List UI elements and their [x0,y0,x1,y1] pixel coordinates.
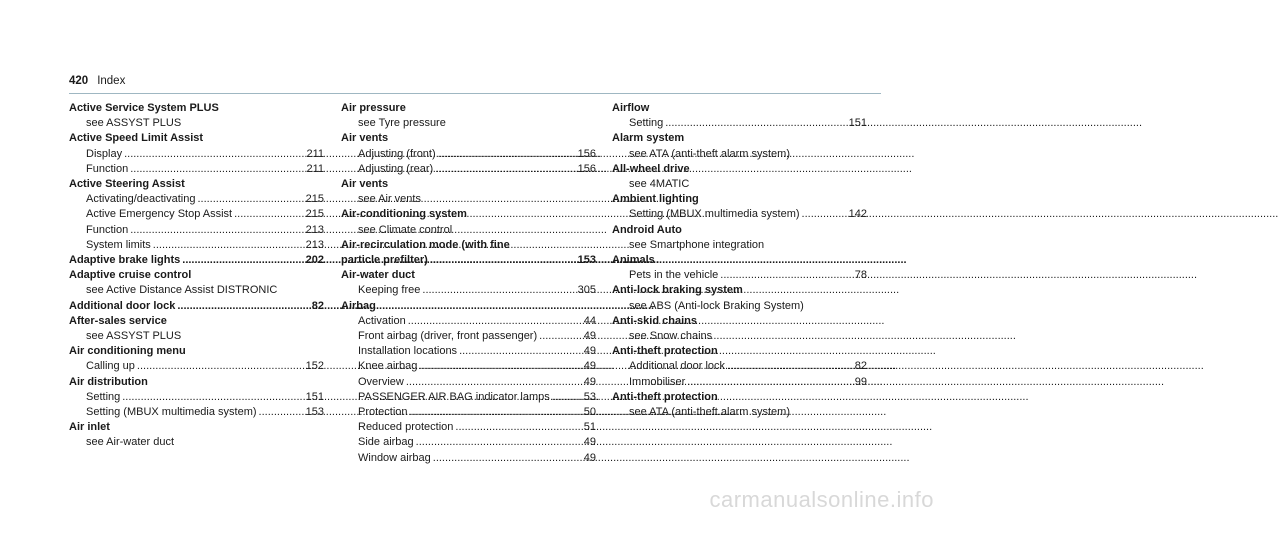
leader-dots [438,147,574,162]
page-ref: 51 [583,421,596,434]
index-entry [612,223,867,253]
page-ref: 211 [306,162,324,175]
page-ref: 151 [848,117,867,130]
index-entry [341,131,596,177]
leader-dots [552,390,574,405]
sub-entry[interactable] [612,359,867,374]
leader-dots [197,192,302,207]
page-ref: 49 [583,436,596,449]
page-ref: 153 [577,254,596,267]
cross-reference[interactable]: see ASSYST PLUS [86,117,182,130]
entry-label: Side airbag [358,436,414,449]
sub-entry[interactable] [612,268,867,283]
page-ref: 156 [577,147,596,160]
sub-entry[interactable] [341,162,596,177]
sub-entry[interactable] [612,207,867,222]
entry-label: Front airbag (driver, front passenger) [358,330,538,343]
page-ref: 153 [305,406,324,419]
page-ref: 78 [854,269,867,282]
leader-dots [430,253,574,268]
index-entry [612,344,867,390]
entry-heading: Air-water duct [341,269,415,282]
index-entry [612,314,867,344]
index-entry [612,283,867,313]
entry-label: Additional door lock [629,360,726,373]
entry-label: Additional door lock [69,299,176,312]
entry-heading: Air distribution [69,375,148,388]
leader-dots [720,268,845,283]
leader-dots [419,359,574,374]
entry-heading[interactable] [341,253,596,268]
leader-dots [408,314,574,329]
entry-heading: Air conditioning menu [69,345,186,358]
index-entry [69,314,324,344]
leader-dots [153,238,302,253]
entry-heading: All-wheel drive [612,162,690,175]
sub-entry[interactable] [69,207,324,222]
leader-dots [422,283,574,298]
sub-entry[interactable] [341,359,596,374]
cross-reference[interactable]: see Air-water duct [86,436,175,449]
index-entry [69,375,324,421]
page-ref: 82 [854,360,867,373]
page-ref: 215 [305,193,324,206]
entry-label: Setting (MBUX multimedia system) [86,406,257,419]
sub-entry[interactable] [69,238,324,253]
cross-reference[interactable]: see Tyre pressure [358,117,446,130]
leader-dots [416,435,574,450]
entry-label: Setting [86,390,121,403]
sub-entry[interactable] [612,375,867,390]
sub-entry[interactable] [69,405,324,420]
page-ref: 49 [583,330,596,343]
index-entry [612,390,867,420]
entry-heading: Air-recirculation mode (with fine [341,238,510,251]
entry-label: Knee airbag [358,360,418,373]
cross-reference[interactable]: see Smartphone integration [629,238,765,251]
entry-heading: Air pressure [341,102,406,114]
index-entry [341,177,596,207]
entry-heading: Active Service System PLUS [69,102,219,114]
entry-heading: Adaptive cruise control [69,269,192,282]
entry-label: Window airbag [358,451,431,464]
entry-heading: Air inlet [69,421,110,434]
cross-reference[interactable]: see ATA (anti-theft alarm system) [629,147,790,160]
index-column-1 [69,101,324,451]
index-entry [69,299,324,314]
entry-label: Adaptive brake lights [69,254,181,267]
leader-dots [122,390,302,405]
entry-label: Display [86,147,123,160]
leader-dots [802,207,845,222]
leader-dots [727,359,845,374]
page-ref: 305 [577,284,596,297]
entry-heading: Anti-lock braking system [612,284,743,297]
page-ref: 49 [583,360,596,373]
cross-reference[interactable]: see Air vents [358,193,421,206]
entry-heading: Ambient lighting [612,193,699,206]
entry-label: Protection [358,406,408,419]
entry-label: Keeping free [358,284,421,297]
index-entry [69,420,324,450]
entry-label: Function [86,162,129,175]
index-entry [69,177,324,253]
cross-reference[interactable]: see Snow chains [629,330,713,343]
page-ref: 44 [583,314,596,327]
sub-entry[interactable] [341,329,596,344]
sub-entry[interactable] [341,147,596,162]
entry-heading: Air vents [341,132,389,145]
entry-heading: Airflow [612,102,650,114]
sub-entry[interactable] [69,359,324,374]
sub-entry[interactable] [69,147,324,162]
leader-dots [124,147,302,162]
sub-entry[interactable] [69,192,324,207]
index-entry [341,299,596,466]
leader-dots [410,405,574,420]
index-entry [341,268,596,298]
sub-entry[interactable] [341,344,596,359]
index-entry [69,131,324,177]
entry-heading: Android Auto [612,223,682,236]
page-ref: 202 [305,254,324,267]
entry-heading: Air-conditioning system [341,208,467,221]
leader-dots [130,162,302,177]
leader-dots [459,344,574,359]
sub-entry[interactable] [69,390,324,405]
leader-dots [406,375,574,390]
index-entry [612,101,867,131]
cross-reference[interactable]: see Climate control [358,223,453,236]
cross-reference[interactable]: see ABS (Anti-lock Braking System) [629,299,804,312]
leader-dots [234,207,302,222]
index-entry [69,253,324,268]
cross-reference[interactable]: see 4MATIC [629,178,690,191]
sub-entry[interactable] [341,420,596,435]
entry-label: Calling up [86,360,135,373]
sub-entry[interactable] [341,405,596,420]
entry-heading[interactable] [69,299,324,314]
entry-label: Overview [358,375,404,388]
page-ref: 142 [848,208,867,221]
entry-label: particle prefilter) [341,254,428,267]
index-column-2 [341,101,596,466]
page-ref: 213 [305,223,324,236]
index-entry [612,131,867,161]
cross-reference[interactable]: see Active Distance Assist DISTRONIC [86,284,278,297]
page-ref: 49 [583,345,596,358]
page-title: Index [97,75,126,87]
entry-heading: Anti-theft protection [612,390,718,403]
leader-dots [687,375,845,390]
index-column-3 [612,101,867,420]
page-header [69,74,881,94]
leader-dots [130,223,302,238]
entry-label: PASSENGER AIR BAG indicator lamps [358,390,550,403]
leader-dots [259,405,302,420]
entry-label: Activating/deactivating [86,193,196,206]
page-ref: 50 [583,406,596,419]
leader-dots [435,162,574,177]
entry-heading: Alarm system [612,132,685,145]
entry-heading: Air vents [341,178,389,191]
page-ref: 99 [854,375,867,388]
entry-label: Reduced protection [358,421,454,434]
entry-heading: After-sales service [69,314,167,327]
page-ref: 213 [305,238,324,251]
sub-entry[interactable] [341,283,596,298]
page-ref: 53 [583,390,596,403]
index-entry [612,162,867,192]
index-entry [612,253,867,283]
index-entry [341,101,596,131]
entry-label: Setting (MBUX multimedia system) [629,208,800,221]
sub-entry[interactable] [341,375,596,390]
index-entry [612,192,867,222]
entry-heading: Anti-skid chains [612,314,697,327]
page-ref: 82 [311,299,324,312]
cross-reference[interactable]: see ATA (anti-theft alarm system) [629,406,790,419]
entry-heading: Anti-theft protection [612,345,718,358]
page-ref: 152 [305,360,324,373]
leader-dots [137,359,302,374]
index-entry [69,268,324,298]
entry-heading: Active Steering Assist [69,178,185,191]
watermark: carmanualsonline.info [709,487,934,512]
entry-label: Activation [358,314,406,327]
leader-dots [539,329,574,344]
sub-entry[interactable] [612,116,867,131]
page-ref: 156 [577,162,596,175]
leader-dots [455,420,574,435]
cross-reference[interactable]: see ASSYST PLUS [86,330,182,343]
sub-entry[interactable] [341,451,596,466]
index-entry [341,207,596,237]
page-ref: 49 [583,451,596,464]
sub-entry[interactable] [341,435,596,450]
index-entry [341,238,596,268]
sub-entry[interactable] [69,162,324,177]
index-entry [69,101,324,131]
entry-label: Immobiliser [629,375,686,388]
sub-entry[interactable] [341,314,596,329]
page-ref: 215 [305,208,324,221]
page-ref: 151 [305,390,324,403]
entry-heading: Airbag [341,299,376,312]
entry-heading: Active Speed Limit Assist [69,132,204,145]
leader-dots [433,451,574,466]
entry-heading: Animals [612,254,655,267]
leader-dots [177,299,302,314]
entry-label: Function [86,223,129,236]
page-ref: 211 [306,147,324,160]
entry-label: Adjusting (rear) [358,162,434,175]
entry-label: Installation locations [358,345,458,358]
sub-entry[interactable] [341,390,596,405]
entry-label: System limits [86,238,151,251]
entry-label: Setting [629,117,664,130]
sub-entry[interactable] [69,223,324,238]
entry-label: Adjusting (front) [358,147,436,160]
entry-label: Active Emergency Stop Assist [86,208,233,221]
entry-label: Pets in the vehicle [629,269,719,282]
leader-dots [182,253,302,268]
index-entry [69,344,324,374]
page-number: 420 [69,75,89,87]
page-ref: 49 [583,375,596,388]
leader-dots [665,116,845,131]
entry-heading[interactable] [69,253,324,268]
